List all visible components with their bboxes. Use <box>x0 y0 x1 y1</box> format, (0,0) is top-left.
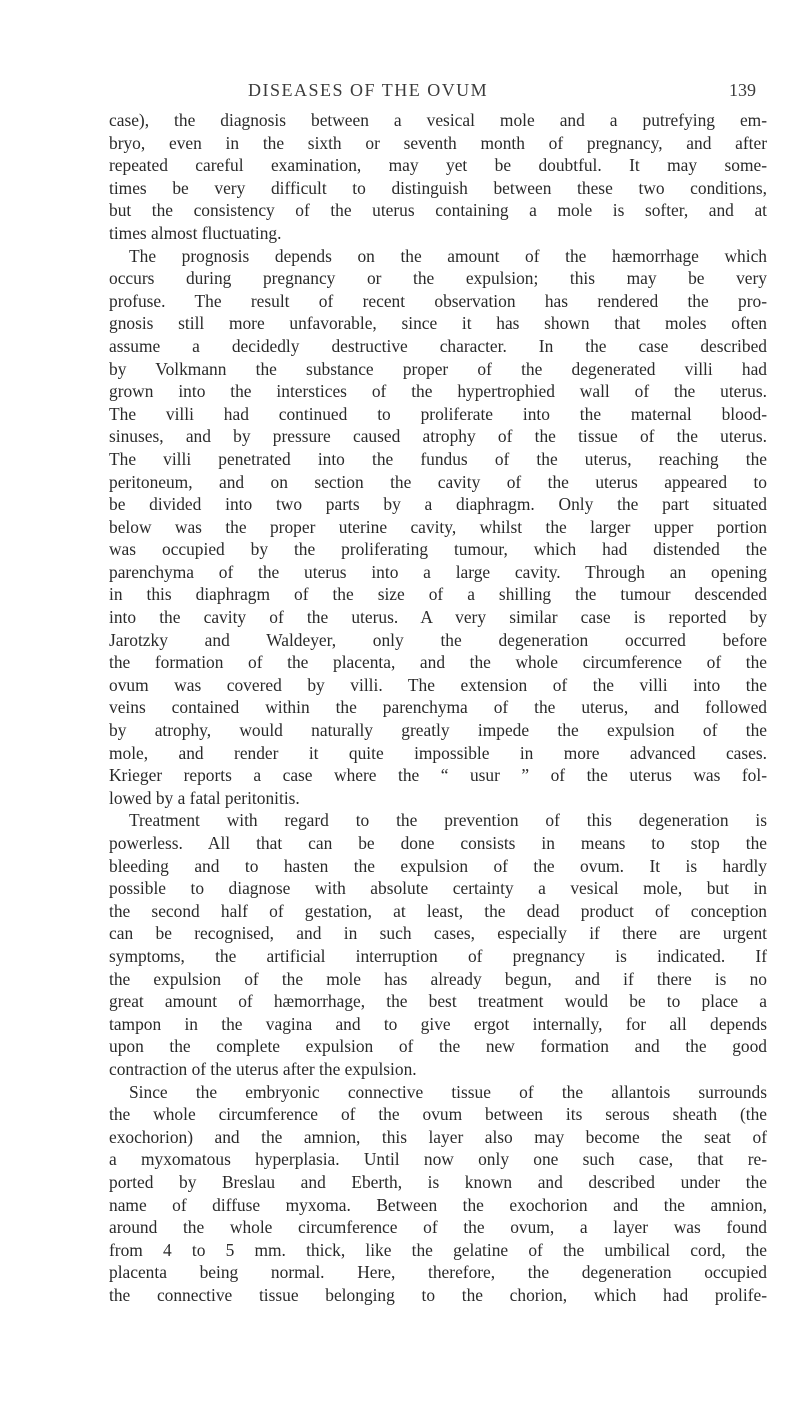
text-line: but the consistency of the uterus containing a mole is softer, and at <box>109 200 767 221</box>
text-line: bleeding and to hasten the expulsion of the ovum. It is hardly <box>109 855 767 876</box>
text-line: gnosis still more unfavorable, since it has shown that moles often <box>109 313 767 334</box>
text-line: contraction of the uterus after the expulsion. <box>109 1058 417 1079</box>
text-line: by Volkmann the substance proper of the degenerated villi had <box>109 358 767 379</box>
body-text <box>109 109 767 1306</box>
text-line: assume a decidedly destructive character. In the case described <box>109 335 767 356</box>
text-line: by atrophy, would naturally greatly impede the expulsion of the <box>109 720 767 741</box>
text-line: powerless. All that can be done consists in means to stop the <box>109 833 767 853</box>
text-line: case), the diagnosis between a vesical mole and a putrefying em- <box>109 110 767 130</box>
text-line: possible to diagnose with absolute certainty a vesical mole, but in <box>109 878 767 899</box>
text-line: peritoneum, and on section the cavity of the uterus appeared to <box>109 471 767 492</box>
text-line: the whole circumference of the ovum between its serous sheath (the <box>109 1104 767 1125</box>
text-line: into the cavity of the uterus. A very similar case is reported by <box>109 607 767 628</box>
text-line: The villi had continued to proliferate into the maternal blood- <box>109 403 767 424</box>
text-line: the formation of the placenta, and the whole circumference of the <box>109 652 767 673</box>
text-line: ported by Breslau and Eberth, is known and described under the <box>109 1171 767 1192</box>
text-line: placenta being normal. Here, therefore, the degeneration occupied <box>109 1262 767 1283</box>
text-line: can be recognised, and in such cases, especially if there are urgent <box>109 923 767 944</box>
text-line: tampon in the vagina and to give ergot internally, for all depends <box>109 1013 767 1034</box>
text-line: Since the embryonic connective tissue of the allantois surrounds <box>129 1081 767 1102</box>
text-line: great amount of hæmorrhage, the best treatment would be to place a <box>109 991 767 1012</box>
text-line: occurs during pregnancy or the expulsion; this may be very <box>109 268 767 289</box>
text-line: mole, and render it quite impossible in more advanced cases. <box>109 742 767 763</box>
text-line: the second half of gestation, at least, the dead product of conception <box>109 900 767 921</box>
text-line: around the whole circumference of the ovum, a layer was found <box>109 1217 767 1238</box>
text-line: Jarotzky and Waldeyer, only the degeneration occurred before <box>109 629 767 650</box>
text-line: Treatment with regard to the prevention of this degeneration is <box>129 810 767 831</box>
text-line: was occupied by the proliferating tumour, which had distended the <box>109 539 767 560</box>
text-line: Krieger reports a case where the “ usur ” of the uterus was fol- <box>109 765 767 786</box>
text-line: times be very difficult to distinguish between these two conditions, <box>109 177 767 198</box>
text-line: be divided into two parts by a diaphragm. Only the part situated <box>109 494 767 515</box>
text-line: repeated careful examination, may yet be doubtful. It may some- <box>109 155 767 176</box>
text-line: the connective tissue belonging to the chorion, which had prolife- <box>109 1284 767 1305</box>
text-line: veins contained within the parenchyma of the uterus, and followed <box>109 697 767 718</box>
text-line: exochorion) and the amnion, this layer also may become the seat of <box>109 1126 767 1147</box>
text-line: parenchyma of the uterus into a large cavity. Through an opening <box>109 561 767 582</box>
text-line: from 4 to 5 mm. thick, like the gelatine of the umbilical cord, the <box>109 1239 767 1260</box>
text-line: profuse. The result of recent observation has rendered the pro- <box>109 290 767 311</box>
text-line: times almost fluctuating. <box>109 222 282 243</box>
text-line: bryo, even in the sixth or seventh month of pregnancy, and after <box>109 132 767 153</box>
text-line: upon the complete expulsion of the new formation and the good <box>109 1036 767 1057</box>
text-line: grown into the interstices of the hypertrophied wall of the uterus. <box>109 381 767 402</box>
text-line: ovum was covered by villi. The extension of the villi into the <box>109 674 767 695</box>
text-line: symptoms, the artificial interruption of pregnancy is indicated. If <box>109 945 767 966</box>
text-line: below was the proper uterine cavity, whilst the larger upper portion <box>109 516 767 537</box>
running-title: DISEASES OF THE OVUM <box>248 80 489 100</box>
page-number: 139 <box>729 80 756 100</box>
text-line: a myxomatous hyperplasia. Until now only one such case, that re- <box>109 1149 767 1170</box>
text-line: lowed by a fatal peritonitis. <box>109 787 300 808</box>
text-line: The prognosis depends on the amount of the hæmorrhage which <box>129 245 767 266</box>
text-line: sinuses, and by pressure caused atrophy of the tissue of the uterus. <box>109 426 767 447</box>
text-line: in this diaphragm of the size of a shilling the tumour descended <box>109 584 767 605</box>
text-line: name of diffuse myxoma. Between the exochorion and the amnion, <box>109 1194 767 1215</box>
text-line: The villi penetrated into the fundus of the uterus, reaching the <box>109 448 767 469</box>
text-line: the expulsion of the mole has already begun, and if there is no <box>109 968 767 989</box>
